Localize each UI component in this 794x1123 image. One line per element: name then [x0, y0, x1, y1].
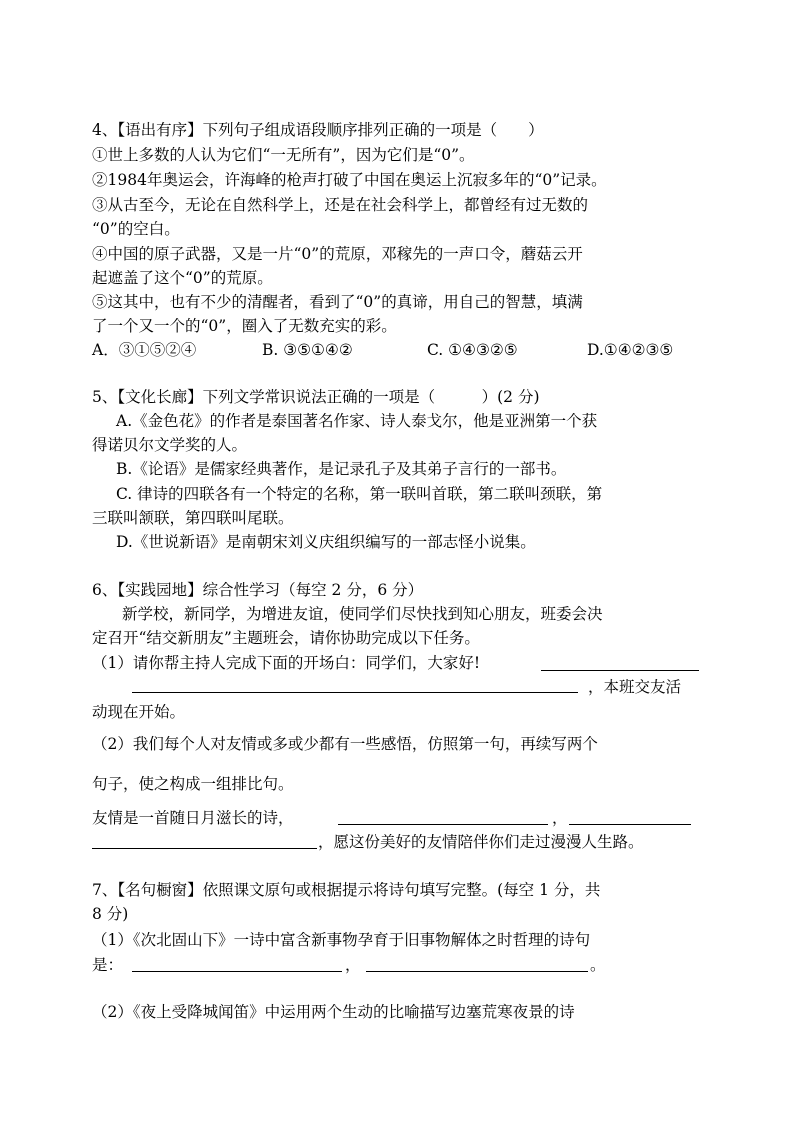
q6-blank-2a[interactable] [338, 806, 548, 825]
q4-sentence-4a: ④中国的原子武器，又是一片“0”的荒原，邓稼先的一声口令，蘑菇云开 [92, 245, 583, 263]
q6-part1-cont: 动现在开始。 [92, 703, 186, 721]
q7-part1-is: 是： [92, 956, 124, 974]
q4-sentence-2: ②1984年奥运会，许海峰的枪声打破了中国在奥运上沉寂多年的“0”记录。 [92, 171, 607, 189]
q4-options [92, 338, 702, 362]
q7-part2-prompt: （2）《夜上受降城闻笛》中运用两个生动的比喻描写边塞荒寒夜景的诗 [92, 1003, 575, 1021]
q4-sentence-4b: 起遮盖了这个“0”的荒原。 [92, 269, 273, 287]
q4-sentence-1: ①世上多数的人认为它们“一无所有”，因为它们是“0”。 [92, 146, 475, 164]
q6-part2-comma: ， [552, 809, 568, 827]
q4-option-b[interactable]: B. ③⑤①④② [262, 341, 353, 359]
q5-option-a-line1[interactable]: A.《金色花》的作者是泰国著名作家、诗人泰戈尔，他是亚洲第一个获 [116, 412, 598, 430]
q6-part2-cont: 句子，使之构成一组排比句。 [92, 775, 294, 793]
q6-blank-2b[interactable] [569, 806, 691, 825]
q4-title: 4、【语出有序】下列句子组成语段顺序排列正确的一项是（ ） [92, 121, 544, 139]
q7-blank-1b[interactable] [366, 953, 588, 972]
q7-blank-1a[interactable] [132, 953, 342, 972]
q5-option-b[interactable]: B.《论语》是儒家经典著作，是记录孔子及其弟子言行的一部书。 [116, 460, 567, 478]
q7-title-line2: 8 分) [92, 905, 129, 923]
q7-part1-comma: ， [345, 956, 361, 974]
q6-blank-1b[interactable] [132, 674, 578, 693]
q6-part1-prompt: （1）请你帮主持人完成下面的开场白：同学们，大家好! [92, 654, 481, 672]
q4-option-c[interactable]: C. ①④③②⑤ [427, 341, 518, 359]
q6-blank-1a[interactable] [541, 652, 699, 671]
q4-option-d[interactable]: D.①④②③⑤ [587, 341, 674, 359]
q5-option-d[interactable]: D.《世说新语》是南朝宋刘义庆组织编写的一部志怪小说集。 [116, 533, 536, 551]
q4-option-a[interactable]: A．③①⑤②④ [92, 341, 197, 359]
q6-intro-line2: 定召开“结交新朋友”主题班会，请你协助完成以下任务。 [92, 629, 480, 647]
q4-sentence-3b: “0”的空白。 [92, 220, 180, 238]
q5-option-a-line2: 得诺贝尔文学奖的人。 [92, 436, 248, 454]
q7-part1-end: 。 [590, 956, 606, 974]
q5-option-c-line1[interactable]: C. 律诗的四联各有一个特定的名称，第一联叫首联，第二联叫颈联，第 [116, 485, 603, 503]
q4-sentence-5a: ⑤这其中，也有不少的清醒者，看到了“0”的真谛，用自己的智慧，填满 [92, 293, 583, 311]
q7-part1-prompt: （1）《次北固山下》一诗中富含新事物孕育于旧事物解体之时哲理的诗句 [92, 931, 591, 949]
q6-blank-2c[interactable] [92, 830, 317, 849]
q7-title-line1: 7、【名句橱窗】依照课文原句或根据提示将诗句填写完整。(每空 1 分，共 [92, 881, 601, 899]
q6-intro-line1: 新学校，新同学，为增进友谊，使同学们尽快找到知心朋友，班委会决 [122, 605, 603, 623]
q6-title: 6、【实践园地】综合性学习（每空 2 分，6 分） [92, 581, 424, 599]
q5-title: 5、【文化长廊】下列文学常识说法正确的一项是（ ）(2 分) [92, 388, 540, 406]
q4-sentence-5b: 了一个又一个的“0”，圈入了无数充实的彩。 [92, 317, 397, 335]
q5-option-c-line2: 三联叫颔联，第四联叫尾联。 [92, 509, 294, 527]
q6-part1-end: ，本班交友活 [588, 678, 682, 696]
q6-part2-end: ，愿这份美好的友情陪伴你们走过漫漫人生路。 [318, 833, 644, 851]
q6-part2-prompt: （2）我们每个人对友情或多或少都有一些感悟，仿照第一句，再续写两个 [92, 735, 598, 753]
q6-part2-start: 友情是一首随日月滋长的诗， [92, 809, 294, 827]
q4-sentence-3a: ③从古至今，无论在自然科学上，还是在社会科学上，都曾经有过无数的 [92, 196, 589, 214]
